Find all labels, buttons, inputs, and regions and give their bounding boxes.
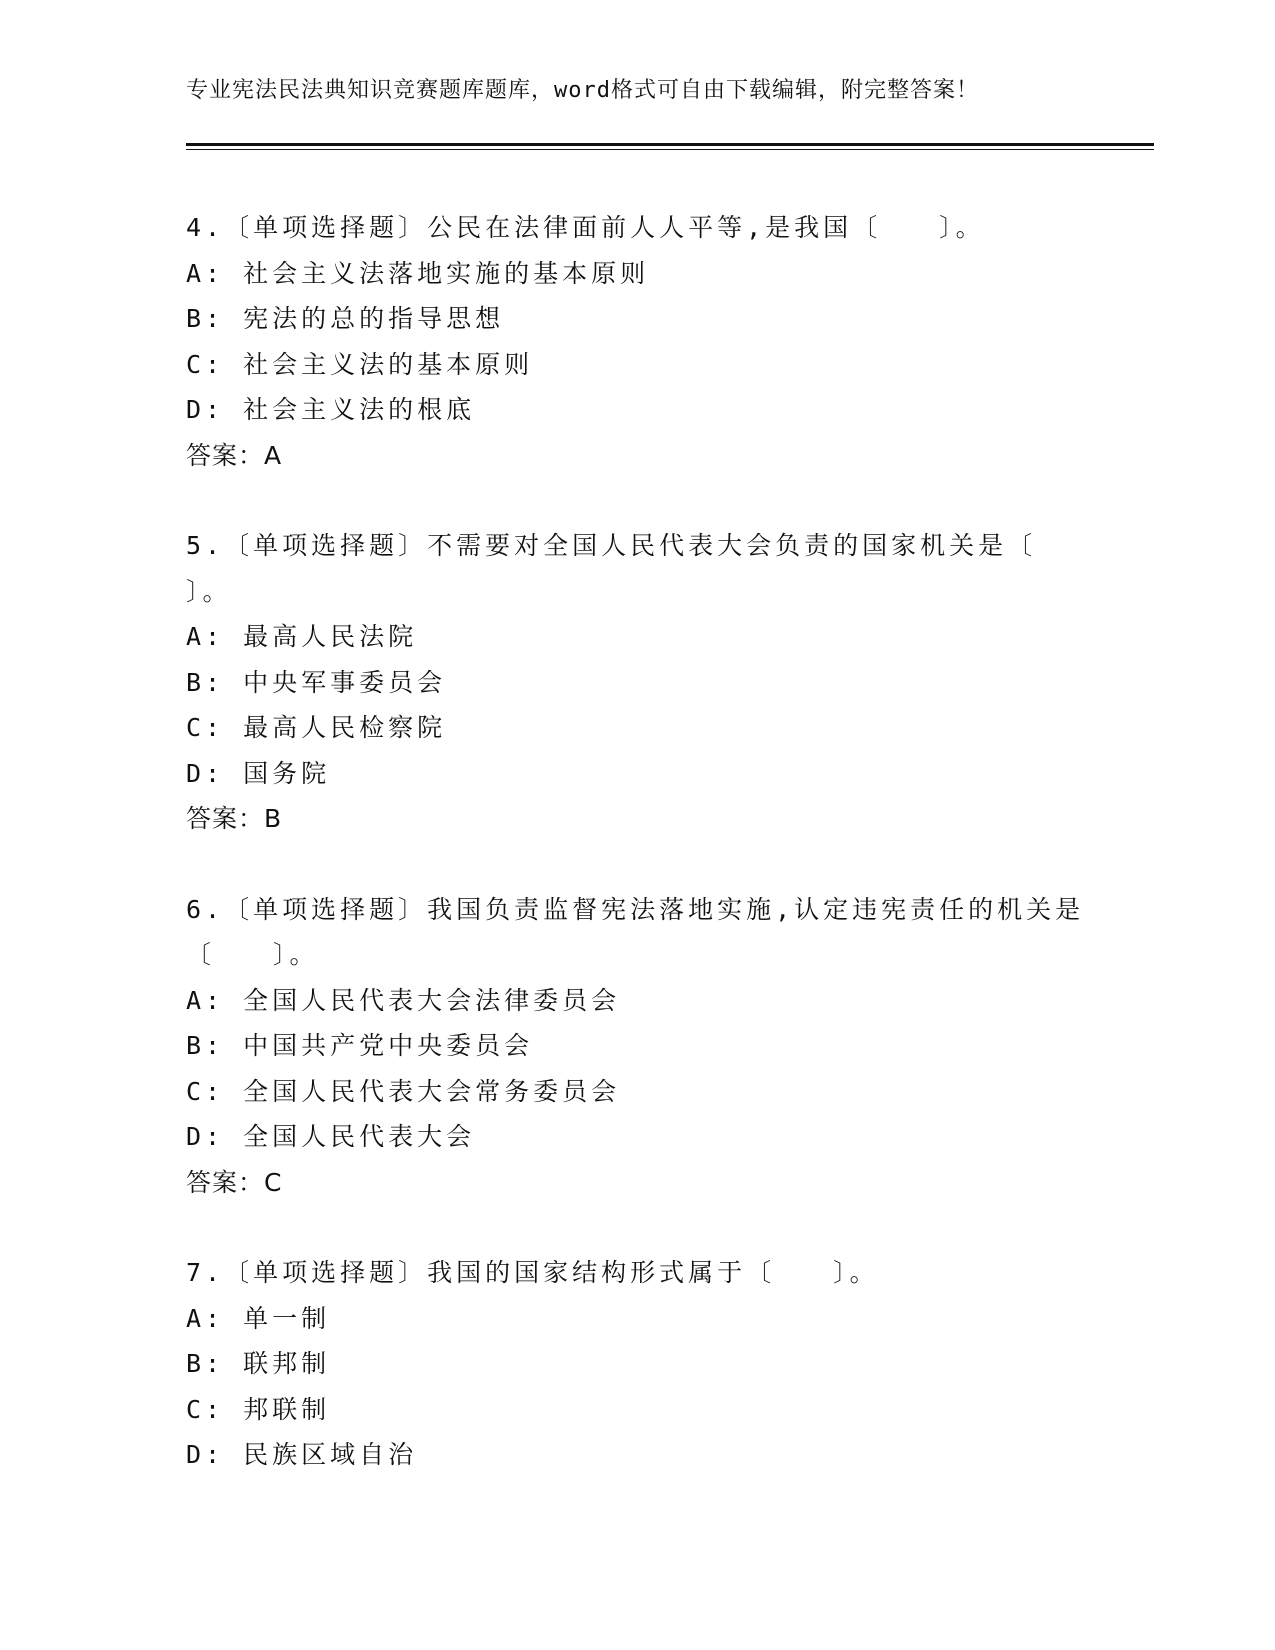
option-b: B: 中国共产党中央委员会 [186,1031,534,1060]
question-stem: 5.〔单项选择题〕不需要对全国人民代表大会负责的国家机关是〔 〕。 [186,531,1095,606]
option-a: A: 最高人民法院 [186,622,418,651]
question-stem: 7.〔单项选择题〕我国的国家结构形式属于〔 〕。 [186,1258,879,1287]
option-d: D: 民族区域自治 [186,1440,418,1469]
question-list [186,205,1095,1523]
question-block [186,205,1086,478]
option-d: D: 国务院 [186,758,331,788]
option-a: A: 单一制 [186,1303,331,1333]
option-c: C: 邦联制 [186,1394,331,1424]
answer-text: 答案：C [186,1167,283,1197]
question-stem: 6.〔单项选择题〕我国负责监督宪法落地实施,认定违宪责任的机关是〔 〕。 [186,894,1085,969]
header-rule-thin [186,149,1154,150]
question-block [186,523,1095,842]
option-c: C: 全国人民代表大会常务委员会 [186,1076,621,1106]
question-block [186,1250,1086,1478]
option-a: A: 全国人民代表大会法律委员会 [186,985,621,1015]
option-a: A: 社会主义法落地实施的基本原则 [186,258,650,288]
option-b: B: 联邦制 [186,1349,331,1378]
option-c: C: 社会主义法的基本原则 [186,349,534,379]
answer-text: 答案：B [186,804,283,833]
option-c: C: 最高人民检察院 [186,713,447,742]
option-b: B: 宪法的总的指导思想 [186,304,505,333]
option-b: B: 中央军事委员会 [186,667,447,697]
option-d: D: 全国人民代表大会 [186,1122,476,1151]
question-block [186,887,1086,1206]
answer-text: 答案：A [186,440,283,470]
question-stem: 4.〔单项选择题〕公民在法律面前人人平等,是我国〔 〕。 [186,213,985,242]
page-header: 专业宪法民法典知识竞赛题库题库，word格式可自由下载编辑，附完整答案！ [186,78,979,103]
header-rule-thick [186,143,1154,146]
option-d: D: 社会主义法的根底 [186,395,476,424]
